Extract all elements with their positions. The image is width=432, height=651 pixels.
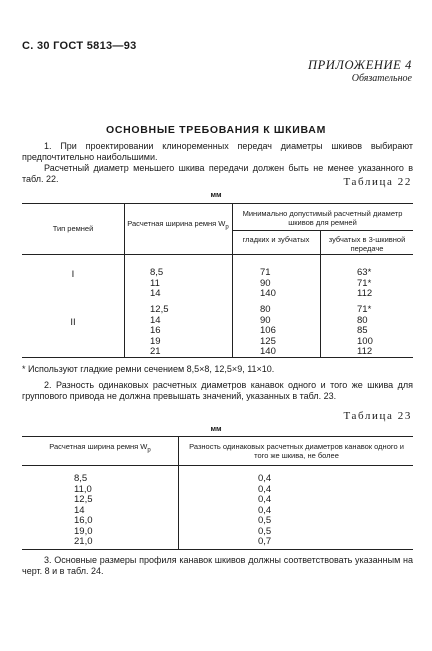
- table-23-bottom-rule: [22, 549, 413, 550]
- table-23-widths: [74, 474, 93, 548]
- table-22-type-1: I: [71, 269, 75, 280]
- table-22-bottom-rule: [22, 357, 413, 358]
- table-cell: 0,4: [258, 504, 272, 516]
- table-cell: 19: [150, 335, 161, 347]
- table-22-group-1-smooth: [260, 268, 276, 300]
- table-cell: 14: [150, 314, 161, 326]
- table-23-caption: Таблица 23: [343, 410, 412, 422]
- table-cell: 63*: [357, 267, 372, 278]
- table-cell: 71*: [357, 277, 372, 289]
- page-header: С. 30 ГОСТ 5813—93: [22, 40, 137, 52]
- table-cell: 16,0: [74, 515, 93, 526]
- table-cell: 0,4: [258, 473, 272, 484]
- table-22-group-2-smooth: [260, 305, 276, 358]
- table-22-group-2-widths: [150, 305, 169, 358]
- table-22-header-rule: [232, 230, 413, 231]
- table-22-col-rule-3: [320, 230, 321, 357]
- paragraph-2: Расчетный диаметр меньшего шкива передачи должен быть не менее указанного в табл. 22.: [22, 163, 413, 184]
- table-22-unit: мм: [210, 190, 222, 199]
- table-23-head-width: Расчетная ширина ремня $W_р$: [49, 442, 151, 454]
- table-cell: 21: [150, 346, 161, 357]
- table-23-header-rule: [22, 465, 413, 466]
- section-title: ОСНОВНЫЕ ТРЕБОВАНИЯ К ШКИВАМ: [105, 124, 327, 136]
- table-cell: 0,4: [258, 494, 272, 505]
- table-cell: 112: [357, 346, 373, 357]
- table-22-group-1-toothed: [357, 268, 372, 300]
- table-22-head-toothed: зубчатых в 3-шкивной передаче: [328, 235, 406, 253]
- table-cell: 106: [260, 325, 276, 336]
- table-cell: 12,5: [150, 304, 169, 315]
- table-22-head-min: Минимально допустимый расчетный диаметр шкивов для ремней: [242, 209, 403, 227]
- table-22-head-width: Расчетная ширина ремня $W_р$: [127, 219, 229, 231]
- table-cell: 90: [260, 277, 271, 289]
- table-22-group-1-widths: [150, 268, 163, 300]
- paragraph-4: 3. Основные размеры профиля канавок шкивов должны соответствовать указанным на черт. 8 и в табл. 24.: [22, 555, 413, 576]
- appendix-subtitle: Обязательное: [351, 73, 412, 84]
- appendix-title: ПРИЛОЖЕНИЕ 4: [307, 58, 412, 72]
- table-22-head-type: Тип ремней: [52, 224, 94, 233]
- table-cell: 0,5: [258, 515, 272, 526]
- paragraph-3: 2. Разность одинаковых расчетных диаметров канавок одного и того же шкива для группового привода не должна превышать значений, указанных в табл. 23.: [22, 380, 413, 401]
- table-22-head-smooth: гладких и зубчатых: [242, 235, 310, 244]
- table-22-type-2: II: [70, 317, 76, 328]
- table-23-diffs: [258, 474, 271, 548]
- table-cell: 19,0: [74, 525, 93, 537]
- table-cell: 80: [357, 314, 368, 326]
- table-cell: 125: [260, 335, 276, 347]
- table-cell: 0,5: [258, 525, 272, 537]
- table-cell: 85: [357, 325, 368, 336]
- paragraph-1: 1. При проектировании клиноременных передач диаметры шкивов выбирают предпочтительно наибольшими.: [22, 141, 413, 162]
- table-cell: 140: [260, 288, 276, 299]
- table-cell: 100: [357, 335, 373, 347]
- table-cell: 11,0: [74, 483, 92, 495]
- table-cell: 12,5: [74, 494, 93, 505]
- table-cell: 8,5: [74, 473, 88, 484]
- table-23-unit: мм: [210, 424, 222, 433]
- table-cell: 11: [150, 277, 160, 289]
- table-22-col-rule-2: [232, 203, 233, 357]
- table-23-col-rule: [178, 436, 179, 549]
- table-cell: 71*: [357, 304, 372, 315]
- table-cell: 0,4: [258, 483, 272, 495]
- table-22-caption: Таблица 22: [343, 176, 412, 188]
- table-23-head-diff: Разность одинаковых расчетных диаметров канавок одного и того же шкива, не более: [189, 442, 404, 460]
- table-cell: 71: [260, 267, 271, 278]
- table-cell: 14: [74, 504, 85, 516]
- table-22-header-bottom-rule: [22, 254, 413, 255]
- table-cell: 21,0: [74, 536, 93, 547]
- table-cell: 0,7: [258, 536, 272, 547]
- table-cell: 112: [357, 288, 373, 299]
- table-22-footnote: * Используют гладкие ремни сечением 8,5×8, 12,5×9, 11×10.: [22, 364, 275, 374]
- table-22-top-rule: [22, 203, 413, 204]
- table-cell: 90: [260, 314, 271, 326]
- table-cell: 8,5: [150, 267, 164, 278]
- table-23-top-rule: [22, 436, 413, 437]
- table-cell: 80: [260, 304, 271, 315]
- table-cell: 140: [260, 346, 276, 357]
- table-cell: 14: [150, 288, 161, 299]
- table-22-group-2-toothed: [357, 305, 373, 358]
- table-cell: 16: [150, 325, 161, 336]
